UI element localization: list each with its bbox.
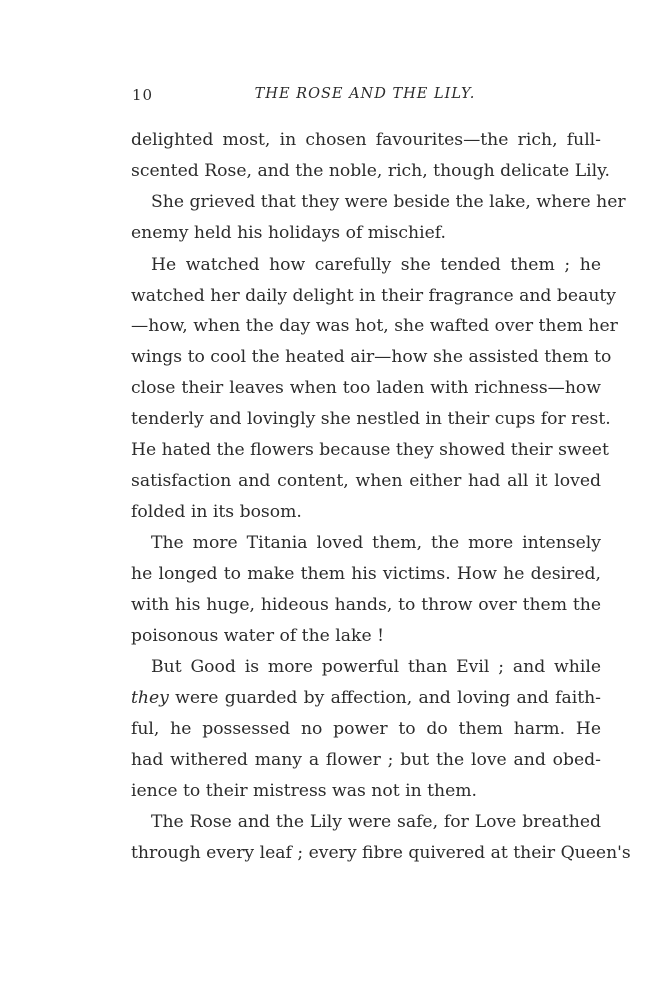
italic-word: they [131,688,169,708]
running-header [130,86,600,116]
text-line: The more Titania loved them, the more intensely [151,533,601,553]
text-line: he longed to make them his victims. How he desired, [131,564,601,584]
text-line: satisfaction and content, when either had all it loved [131,471,601,491]
text-line: —how, when the day was hot, she wafted over them her [131,316,618,336]
text-line [131,684,601,712]
page-number: 10 [132,86,154,104]
text-line: wings to cool the heated air—how she assisted them to [131,347,612,367]
text-line-rest: were guarded by affection, and loving and faith- [175,688,601,708]
text-line: She grieved that they were beside the lake, where her [151,192,626,212]
text-line: ience to their mistress was not in them. [131,781,478,801]
text-line: folded in its bosom. [131,502,302,522]
text-line: delighted most, in chosen favourites—the rich, full- [131,130,601,150]
text-line: enemy held his holidays of mischief. [131,223,446,243]
text-line: He watched how carefully she tended them ; he [151,255,601,275]
text-line: The Rose and the Lily were safe, for Love breathed [151,812,601,832]
text-line: with his huge, hideous hands, to throw over them the [131,595,601,615]
text-line: had withered many a flower ; but the love and obed- [131,750,601,770]
text-line: through every leaf ; every fibre quivered at their Queen's [131,843,631,863]
text-line: ful, he possessed no power to do them harm. He [131,719,601,739]
text-line: tenderly and lovingly she nestled in their cups for rest. [131,409,611,429]
text-line: watched her daily delight in their fragrance and beauty [131,286,617,306]
text-line: poisonous water of the lake ! [131,626,384,646]
running-title: THE ROSE AND THE LILY. [254,86,476,102]
text-line: But Good is more powerful than Evil ; and while [151,657,601,677]
text-line: scented Rose, and the noble, rich, though delicate Lily. [131,161,610,181]
text-line: He hated the flowers because they showed their sweet [131,440,609,460]
text-line: close their leaves when too laden with richness—how [131,378,601,398]
